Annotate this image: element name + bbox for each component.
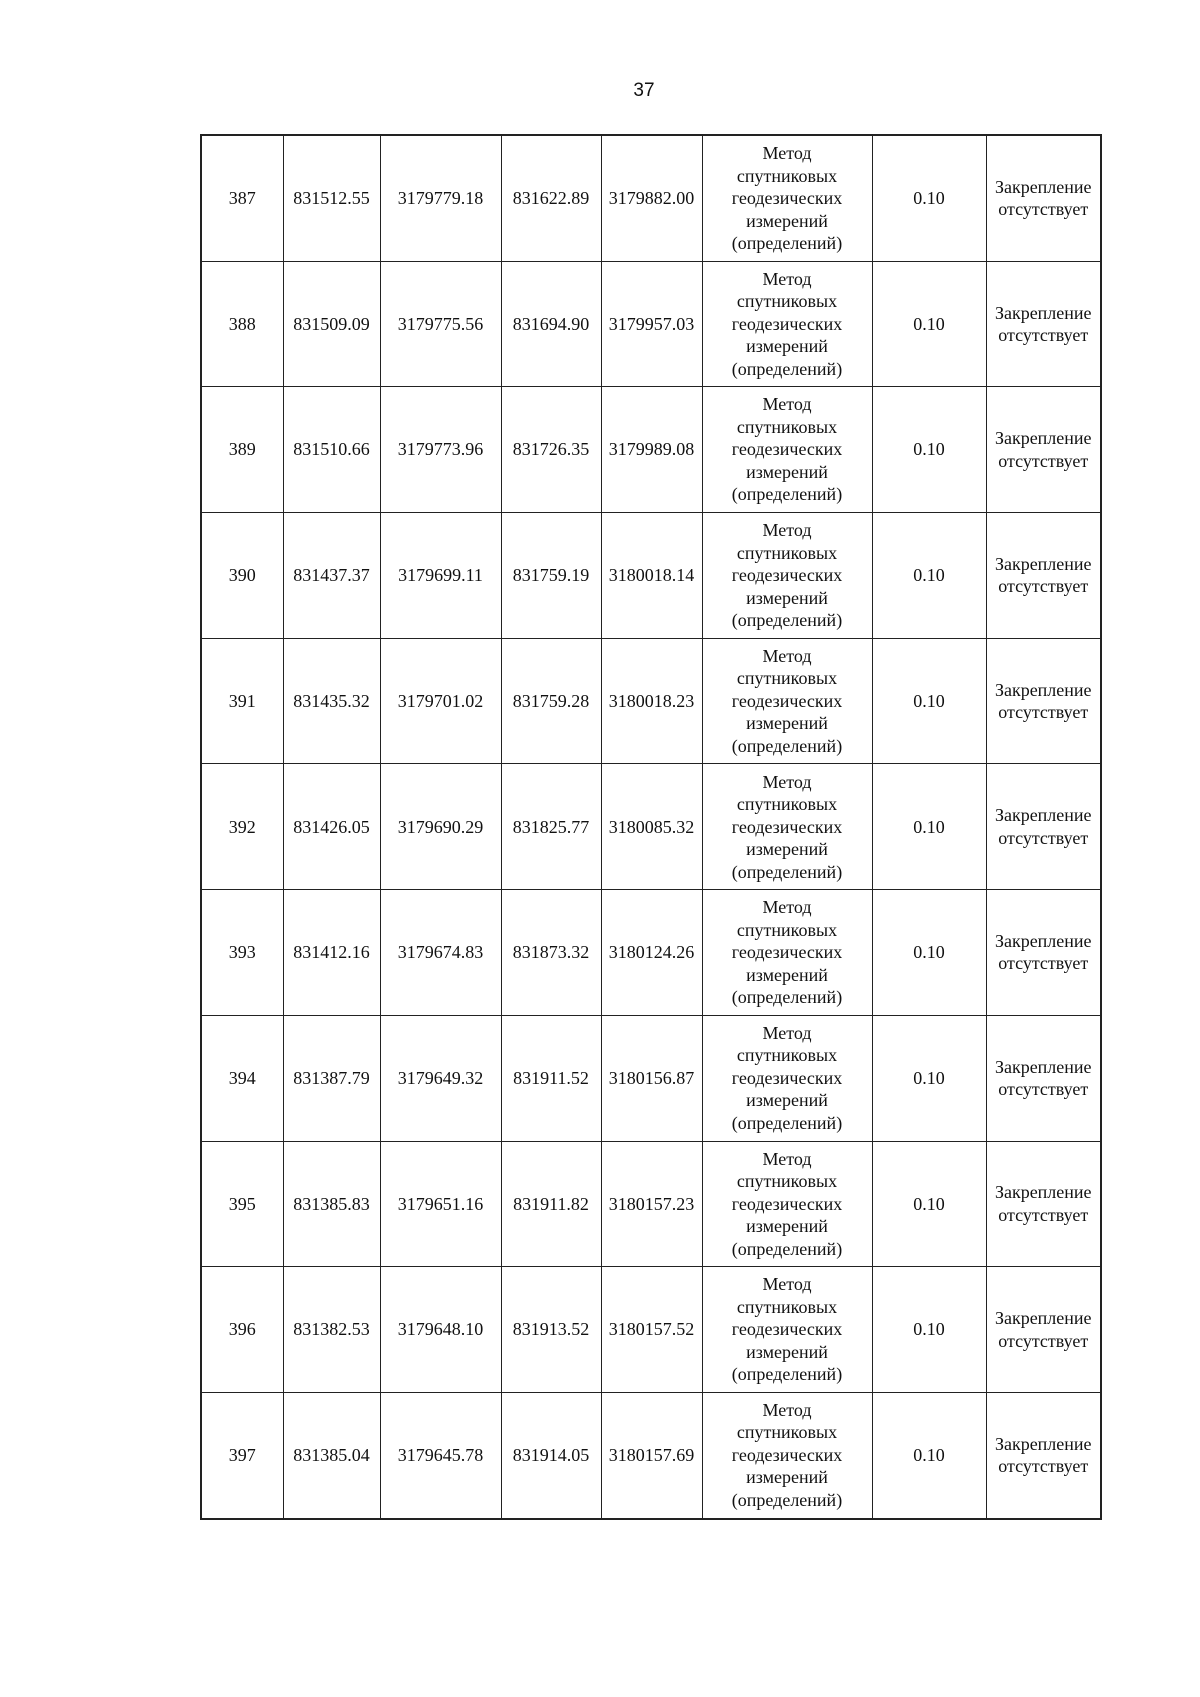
x2-cell: 831825.77 [501,764,601,890]
accuracy-cell: 0.10 [872,1392,986,1518]
coordinates-table [200,134,1102,1520]
x1-cell: 831510.66 [283,387,380,513]
y2-cell: 3180157.52 [601,1267,702,1393]
point-number-cell: 392 [201,764,283,890]
y2-cell: 3180157.69 [601,1392,702,1518]
y2-cell: 3180157.23 [601,1141,702,1267]
fixing-cell: Закрепление отсутствует [986,135,1101,261]
accuracy-cell: 0.10 [872,1141,986,1267]
x1-cell: 831412.16 [283,890,380,1016]
point-number-cell: 389 [201,387,283,513]
point-number-cell: 390 [201,513,283,639]
point-number-cell: 397 [201,1392,283,1518]
coordinates-table-body [201,135,1101,1519]
point-number-cell: 395 [201,1141,283,1267]
accuracy-cell: 0.10 [872,261,986,387]
table-row [201,764,1101,890]
fixing-cell: Закрепление отсутствует [986,1141,1101,1267]
point-number-cell: 391 [201,638,283,764]
y2-cell: 3180124.26 [601,890,702,1016]
fixing-cell: Закрепление отсутствует [986,764,1101,890]
x2-cell: 831694.90 [501,261,601,387]
table-row [201,1392,1101,1518]
y2-cell: 3179957.03 [601,261,702,387]
fixing-cell: Закрепление отсутствует [986,387,1101,513]
method-cell: Метод спутниковых геодезических измерений (определений) [702,261,872,387]
method-cell: Метод спутниковых геодезических измерений (определений) [702,890,872,1016]
y1-cell: 3179649.32 [380,1015,501,1141]
x1-cell: 831435.32 [283,638,380,764]
x2-cell: 831914.05 [501,1392,601,1518]
y2-cell: 3180018.14 [601,513,702,639]
x2-cell: 831911.82 [501,1141,601,1267]
x1-cell: 831387.79 [283,1015,380,1141]
point-number-cell: 387 [201,135,283,261]
accuracy-cell: 0.10 [872,513,986,639]
y1-cell: 3179701.02 [380,638,501,764]
method-cell: Метод спутниковых геодезических измерений (определений) [702,387,872,513]
point-number-cell: 396 [201,1267,283,1393]
table-row [201,387,1101,513]
y2-cell: 3179882.00 [601,135,702,261]
y1-cell: 3179651.16 [380,1141,501,1267]
table-row [201,513,1101,639]
y2-cell: 3180156.87 [601,1015,702,1141]
fixing-cell: Закрепление отсутствует [986,890,1101,1016]
method-cell: Метод спутниковых геодезических измерений (определений) [702,764,872,890]
accuracy-cell: 0.10 [872,1015,986,1141]
x2-cell: 831726.35 [501,387,601,513]
fixing-cell: Закрепление отсутствует [986,1267,1101,1393]
method-cell: Метод спутниковых геодезических измерений (определений) [702,1267,872,1393]
fixing-cell: Закрепление отсутствует [986,638,1101,764]
fixing-cell: Закрепление отсутствует [986,1015,1101,1141]
x1-cell: 831426.05 [283,764,380,890]
fixing-cell: Закрепление отсутствует [986,513,1101,639]
table-row [201,1015,1101,1141]
x1-cell: 831437.37 [283,513,380,639]
method-cell: Метод спутниковых геодезических измерений (определений) [702,513,872,639]
accuracy-cell: 0.10 [872,638,986,764]
y1-cell: 3179699.11 [380,513,501,639]
table-row [201,135,1101,261]
y1-cell: 3179674.83 [380,890,501,1016]
y1-cell: 3179645.78 [380,1392,501,1518]
point-number-cell: 388 [201,261,283,387]
method-cell: Метод спутниковых геодезических измерений (определений) [702,1015,872,1141]
y1-cell: 3179775.56 [380,261,501,387]
y1-cell: 3179773.96 [380,387,501,513]
x2-cell: 831911.52 [501,1015,601,1141]
fixing-cell: Закрепление отсутствует [986,1392,1101,1518]
page-number: 37 [633,80,655,101]
table-row [201,261,1101,387]
accuracy-cell: 0.10 [872,890,986,1016]
accuracy-cell: 0.10 [872,135,986,261]
y1-cell: 3179690.29 [380,764,501,890]
method-cell: Метод спутниковых геодезических измерений (определений) [702,638,872,764]
x1-cell: 831385.83 [283,1141,380,1267]
y2-cell: 3180018.23 [601,638,702,764]
x1-cell: 831385.04 [283,1392,380,1518]
x2-cell: 831622.89 [501,135,601,261]
accuracy-cell: 0.10 [872,1267,986,1393]
x1-cell: 831509.09 [283,261,380,387]
table-row [201,1141,1101,1267]
accuracy-cell: 0.10 [872,764,986,890]
x1-cell: 831512.55 [283,135,380,261]
x1-cell: 831382.53 [283,1267,380,1393]
x2-cell: 831913.52 [501,1267,601,1393]
method-cell: Метод спутниковых геодезических измерений (определений) [702,135,872,261]
table-row [201,1267,1101,1393]
table-row [201,638,1101,764]
y1-cell: 3179648.10 [380,1267,501,1393]
accuracy-cell: 0.10 [872,387,986,513]
y1-cell: 3179779.18 [380,135,501,261]
x2-cell: 831873.32 [501,890,601,1016]
point-number-cell: 394 [201,1015,283,1141]
x2-cell: 831759.19 [501,513,601,639]
y2-cell: 3180085.32 [601,764,702,890]
point-number-cell: 393 [201,890,283,1016]
x2-cell: 831759.28 [501,638,601,764]
table-row [201,890,1101,1016]
y2-cell: 3179989.08 [601,387,702,513]
method-cell: Метод спутниковых геодезических измерений (определений) [702,1141,872,1267]
method-cell: Метод спутниковых геодезических измерений (определений) [702,1392,872,1518]
fixing-cell: Закрепление отсутствует [986,261,1101,387]
